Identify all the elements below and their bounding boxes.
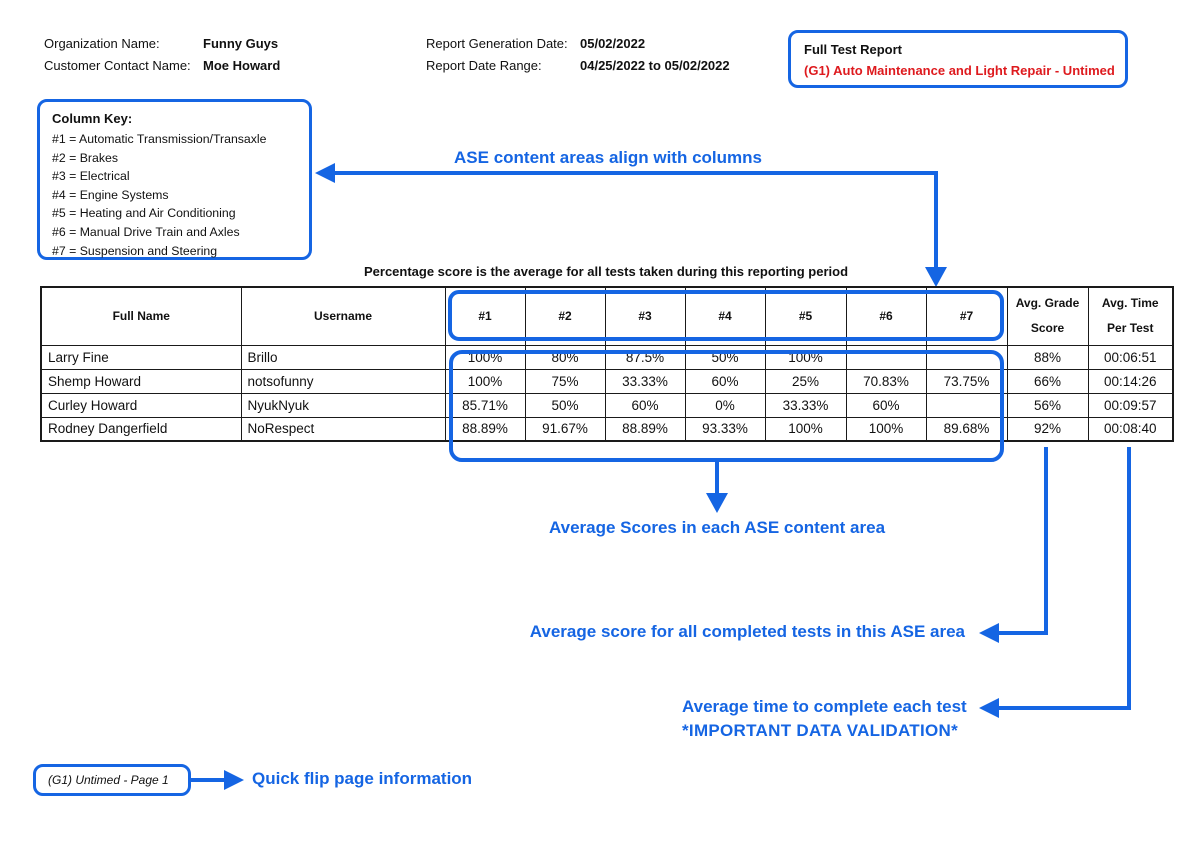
avg-time-arrow-line — [998, 706, 1131, 710]
page-info-box — [33, 764, 191, 796]
org-name-value: Funny Guys — [203, 36, 279, 51]
generation-date-value: 05/02/2022 — [580, 36, 646, 51]
cell-username: NyukNyuk — [241, 393, 445, 417]
cell-username: notsofunny — [241, 369, 445, 393]
avg-grade-line1: Avg. Grade — [1015, 296, 1080, 311]
cell-username: NoRespect — [241, 417, 445, 441]
page-info-label: (G1) Untimed - Page 1 — [48, 773, 169, 787]
table-row — [41, 345, 1173, 369]
annotation-quick-flip: Quick flip page information — [252, 769, 473, 788]
annotation-avg-time-group — [682, 697, 967, 741]
column-key-item: #3 = Electrical — [52, 169, 130, 184]
percentage-note: Percentage score is the average for all tests taken during this reporting period — [363, 264, 849, 279]
arrow-right-icon — [224, 770, 244, 790]
cell-score-2: 91.67% — [525, 417, 605, 441]
cell-score-5: 100% — [765, 345, 846, 369]
cell-avg-time: 00:08:40 — [1088, 417, 1173, 441]
column-key-title: Column Key: — [52, 111, 133, 126]
arrow-left-icon — [315, 163, 335, 183]
report-title-box — [788, 30, 1128, 88]
cell-score-7: 73.75% — [926, 369, 1007, 393]
annotation-avg-time: Average time to complete each test — [682, 697, 967, 716]
cell-score-6: 70.83% — [846, 369, 926, 393]
org-name-label: Organization Name: — [44, 36, 160, 51]
cell-avg-grade: 56% — [1007, 393, 1088, 417]
cell-avg-grade: 66% — [1007, 369, 1088, 393]
annotation-avg-score-all: Average score for all completed tests in this ASE area — [529, 622, 965, 641]
column-header-3: #3 — [605, 287, 685, 345]
column-header-2: #2 — [525, 287, 605, 345]
column-header-avg-time — [1088, 287, 1173, 345]
date-range-value: 04/25/2022 to 05/02/2022 — [580, 58, 730, 73]
annotation-important-validation: *IMPORTANT DATA VALIDATION* — [682, 721, 958, 740]
table-row — [41, 393, 1173, 417]
cell-avg-time: 00:14:26 — [1088, 369, 1173, 393]
cell-avg-time: 00:09:57 — [1088, 393, 1173, 417]
cell-score-4: 0% — [685, 393, 765, 417]
column-key-item: #1 = Automatic Transmission/Transaxle — [52, 132, 267, 146]
contact-name-value: Moe Howard — [203, 58, 281, 73]
column-header-avg-grade — [1007, 287, 1088, 345]
cell-score-1: 88.89% — [445, 417, 525, 441]
cell-score-3: 88.89% — [605, 417, 685, 441]
cell-full-name: Curley Howard — [41, 393, 241, 417]
cell-score-3: 60% — [605, 393, 685, 417]
column-header-6: #6 — [846, 287, 926, 345]
column-key-item: #5 = Heating and Air Conditioning — [52, 206, 236, 221]
cell-score-2: 75% — [525, 369, 605, 393]
table-row — [41, 369, 1173, 393]
cell-score-2: 50% — [525, 393, 605, 417]
cell-score-3: 87.5% — [605, 345, 685, 369]
cell-score-6: 60% — [846, 393, 926, 417]
cell-avg-time: 00:06:51 — [1088, 345, 1173, 369]
avg-time-line2: Per Test — [1107, 321, 1154, 336]
annotation-columns-align: ASE content areas align with columns — [454, 148, 762, 167]
cell-score-7 — [926, 345, 1007, 369]
cell-score-5: 25% — [765, 369, 846, 393]
cell-score-3: 33.33% — [605, 369, 685, 393]
generation-date-label: Report Generation Date: — [426, 36, 568, 51]
avg-time-arrow-drop — [1127, 447, 1131, 710]
column-key-item: #2 = Brakes — [52, 150, 118, 165]
date-range-label: Report Date Range: — [426, 58, 542, 73]
cell-score-1: 100% — [445, 369, 525, 393]
arrow-left-icon — [979, 698, 999, 718]
arrow-down-icon — [706, 493, 728, 513]
column-key-box — [37, 99, 312, 260]
cell-avg-grade: 88% — [1007, 345, 1088, 369]
column-key-item: #4 = Engine Systems — [52, 187, 169, 202]
cell-score-5: 33.33% — [765, 393, 846, 417]
cell-score-2: 80% — [525, 345, 605, 369]
avg-time-line1: Avg. Time — [1101, 296, 1159, 311]
cell-score-6 — [846, 345, 926, 369]
report-title: Full Test Report — [804, 42, 902, 57]
cell-avg-grade: 92% — [1007, 417, 1088, 441]
cell-username: Brillo — [241, 345, 445, 369]
column-key-item: #6 = Manual Drive Train and Axles — [52, 224, 240, 239]
avg-scores-arrow-line — [715, 461, 719, 494]
avg-grade-arrow-line — [998, 631, 1048, 635]
columns-align-arrow-line — [334, 171, 938, 175]
arrow-left-icon — [979, 623, 999, 643]
table-row — [41, 417, 1173, 441]
cell-score-5: 100% — [765, 417, 846, 441]
avg-grade-arrow-drop — [1044, 447, 1048, 635]
column-header-4: #4 — [685, 287, 765, 345]
cell-score-7 — [926, 393, 1007, 417]
contact-name-label: Customer Contact Name: — [44, 58, 191, 73]
column-header-5: #5 — [765, 287, 846, 345]
columns-align-arrow-drop — [934, 171, 938, 268]
cell-score-4: 50% — [685, 345, 765, 369]
table-header-row — [41, 287, 1173, 345]
cell-score-1: 85.71% — [445, 393, 525, 417]
cell-score-1: 100% — [445, 345, 525, 369]
cell-score-6: 100% — [846, 417, 926, 441]
cell-full-name: Larry Fine — [41, 345, 241, 369]
cell-score-7: 89.68% — [926, 417, 1007, 441]
avg-grade-line2: Score — [1030, 321, 1065, 336]
column-header-username: Username — [241, 287, 445, 345]
column-key-item: #7 = Suspension and Steering — [52, 243, 218, 258]
cell-score-4: 60% — [685, 369, 765, 393]
quick-flip-arrow-line — [191, 778, 225, 782]
column-header-7: #7 — [926, 287, 1007, 345]
cell-full-name: Rodney Dangerfield — [41, 417, 241, 441]
score-table — [40, 286, 1174, 442]
annotation-avg-scores: Average Scores in each ASE content area — [548, 518, 886, 537]
report-subtitle: (G1) Auto Maintenance and Light Repair - Untimed — [804, 63, 1115, 78]
column-header-full-name: Full Name — [41, 287, 241, 345]
column-header-1: #1 — [445, 287, 525, 345]
cell-full-name: Shemp Howard — [41, 369, 241, 393]
cell-score-4: 93.33% — [685, 417, 765, 441]
